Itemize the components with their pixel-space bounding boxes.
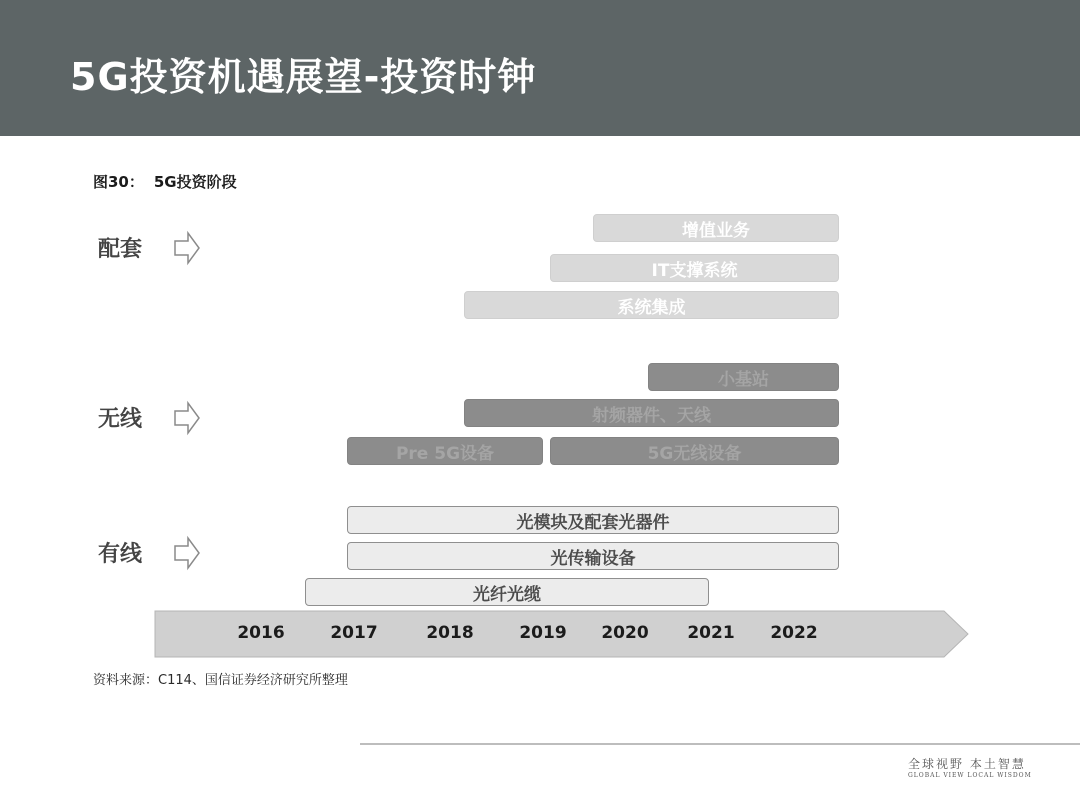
bar-small-cell: 小基站 xyxy=(648,363,839,391)
right-arrow-icon xyxy=(173,400,201,436)
page-title: 5G投资机遇展望-投资时钟 xyxy=(70,55,537,99)
right-arrow-icon xyxy=(173,230,201,266)
category-wired-label: 有线 xyxy=(98,542,143,567)
bar-value-added: 增值业务 xyxy=(593,214,839,242)
bar-system-integration: 系统集成 xyxy=(464,291,839,319)
source-note: 资料来源：C114、国信证券经济研究所整理 xyxy=(93,673,348,688)
figure-caption xyxy=(93,171,237,192)
bar-optical-module: 光模块及配套光器件 xyxy=(347,506,839,534)
bar-pre5g-equipment: Pre 5G设备 xyxy=(347,437,543,465)
timeline-year: 2018 xyxy=(426,623,474,643)
bar-optical-transport: 光传输设备 xyxy=(347,542,839,570)
category-supporting-label: 配套 xyxy=(98,237,143,262)
bar-5g-wireless-equipment: 5G无线设备 xyxy=(550,437,839,465)
footer-divider xyxy=(360,743,1080,745)
footer-slogan-cn: 全球视野 本土智慧 xyxy=(908,757,1026,771)
footer-slogan-en: GLOBAL VIEW LOCAL WISDOM xyxy=(908,772,1032,779)
timeline-year: 2022 xyxy=(770,623,818,643)
category-wireless-label: 无线 xyxy=(98,407,143,432)
right-arrow-icon xyxy=(173,535,201,571)
figure-number: 图30： xyxy=(93,173,144,191)
timeline-year: 2019 xyxy=(519,623,567,643)
figure-caption-text: 5G投资阶段 xyxy=(153,173,237,191)
timeline-year: 2016 xyxy=(237,623,285,643)
bar-rf-antenna: 射频器件、天线 xyxy=(464,399,839,427)
timeline-year: 2017 xyxy=(330,623,378,643)
timeline-year: 2020 xyxy=(601,623,649,643)
bar-fiber-cable: 光纤光缆 xyxy=(305,578,709,606)
bar-it-support: IT支撑系统 xyxy=(550,254,839,282)
timeline-year: 2021 xyxy=(687,623,735,643)
